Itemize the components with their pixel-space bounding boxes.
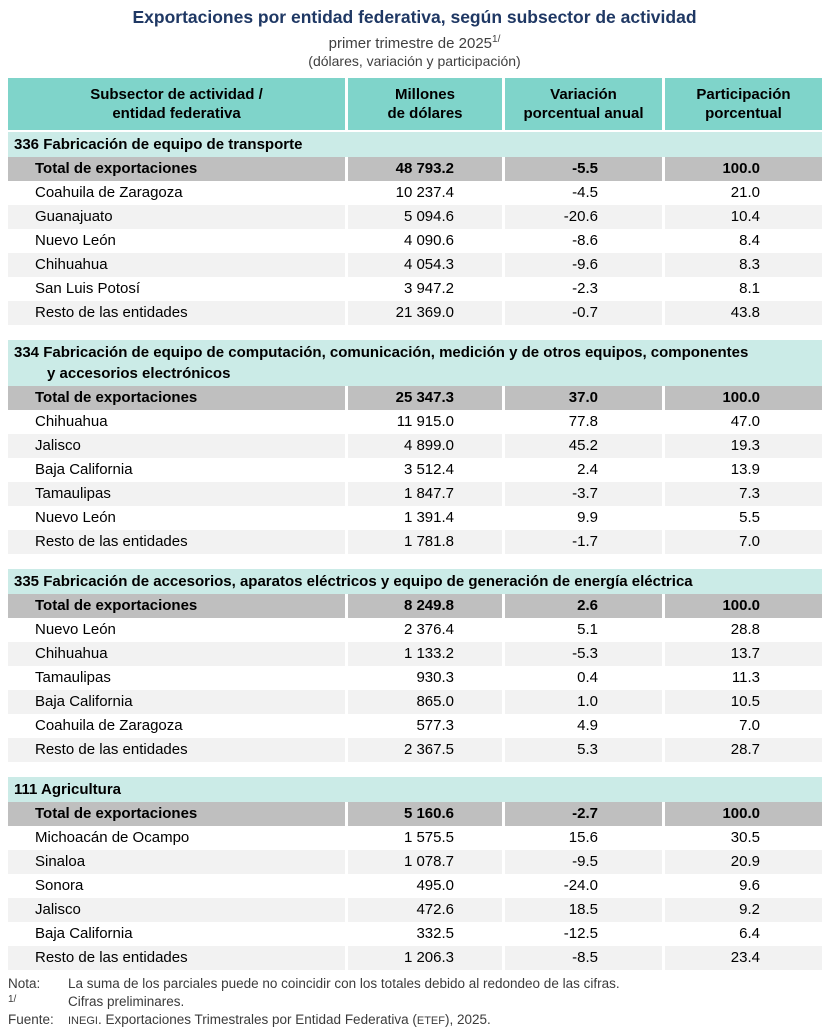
cell-share: 13.9	[662, 458, 822, 482]
cell-total-label: Total de exportaciones	[35, 160, 198, 177]
cell-variation: 1.0	[502, 690, 662, 714]
cell-variation: -1.7	[502, 530, 662, 554]
cell-variation: -2.7	[502, 802, 662, 826]
section-header: 335 Fabricación de accesorios, aparatos eléctricos y equipo de generación de energía eléctrica	[8, 569, 822, 594]
cell-variation: 9.9	[502, 506, 662, 530]
cell-millions: 3 947.2	[345, 277, 502, 301]
cell-entity: Baja California	[35, 693, 133, 710]
cell-share: 6.4	[662, 922, 822, 946]
cell-share: 8.3	[662, 253, 822, 277]
cell-millions: 472.6	[345, 898, 502, 922]
cell-variation: -9.6	[502, 253, 662, 277]
cell-entity: Resto de las entidades	[35, 304, 188, 321]
cell-share: 7.3	[662, 482, 822, 506]
cell-variation: -12.5	[502, 922, 662, 946]
table-row	[8, 181, 822, 205]
source-text	[68, 1011, 822, 1030]
cell-variation: -9.5	[502, 850, 662, 874]
cell-variation: -2.3	[502, 277, 662, 301]
cell-millions: 4 090.6	[345, 229, 502, 253]
cell-share: 28.7	[662, 738, 822, 762]
cell-entity: Sinaloa	[35, 853, 86, 870]
table-row	[8, 642, 822, 666]
page-unit-note: (dólares, variación y participación)	[308, 53, 521, 69]
section-header: 336 Fabricación de equipo de transporte	[8, 132, 822, 157]
cell-variation: 45.2	[502, 434, 662, 458]
cell-share: 8.1	[662, 277, 822, 301]
cell-variation: 0.4	[502, 666, 662, 690]
cell-entity: Baja California	[35, 925, 133, 942]
table-row	[8, 229, 822, 253]
cell-entity: Chihuahua	[35, 645, 108, 662]
section-header: 111 Agricultura	[8, 777, 822, 802]
cell-millions: 1 078.7	[345, 850, 502, 874]
subtitle-text: primer trimestre de 2025	[328, 35, 493, 52]
cell-entity: Tamaulipas	[35, 485, 111, 502]
table-row	[8, 690, 822, 714]
cell-entity: Michoacán de Ocampo	[35, 829, 190, 846]
cell-millions: 21 369.0	[345, 301, 502, 325]
cell-entity: Sonora	[35, 877, 84, 894]
cell-entity: Jalisco	[35, 901, 81, 918]
cell-share: 10.4	[662, 205, 822, 229]
table-row	[8, 946, 822, 970]
cell-entity: Tamaulipas	[35, 669, 111, 686]
table-header-row	[8, 78, 822, 130]
footnote-text: Cifras preliminares.	[68, 994, 185, 1009]
cell-variation: 37.0	[502, 386, 662, 410]
cell-millions: 5 094.6	[345, 205, 502, 229]
cell-share: 43.8	[662, 301, 822, 325]
cell-entity: Baja California	[35, 461, 133, 478]
cell-variation: 5.3	[502, 738, 662, 762]
cell-millions: 1 781.8	[345, 530, 502, 554]
total-row	[8, 386, 822, 410]
table-row	[8, 506, 822, 530]
cell-variation: 2.4	[502, 458, 662, 482]
cell-variation: -5.3	[502, 642, 662, 666]
cell-share: 28.8	[662, 618, 822, 642]
source-org: INEGI	[68, 1015, 98, 1027]
footnotes	[8, 975, 822, 1030]
section-336-transporte	[8, 132, 822, 325]
cell-variation: 18.5	[502, 898, 662, 922]
table-row	[8, 922, 822, 946]
cell-share: 19.3	[662, 434, 822, 458]
table-row	[8, 530, 822, 554]
cell-entity: San Luis Potosí	[35, 280, 141, 297]
column-header-subsector: Subsector de actividad / entidad federativa	[90, 86, 263, 122]
section-header: 334 Fabricación de equipo de computación, comunicación, medición y de otros equipos, componentes y accesorios electrónicos	[8, 340, 822, 386]
table-row	[8, 738, 822, 762]
data-table	[8, 78, 822, 970]
cell-entity: Resto de las entidades	[35, 741, 188, 758]
cell-millions: 3 512.4	[345, 458, 502, 482]
cell-share: 21.0	[662, 181, 822, 205]
cell-millions: 10 237.4	[345, 181, 502, 205]
table-row	[8, 714, 822, 738]
cell-entity: Resto de las entidades	[35, 949, 188, 966]
cell-entity: Resto de las entidades	[35, 533, 188, 550]
table-row	[8, 482, 822, 506]
cell-share: 9.2	[662, 898, 822, 922]
section-335-electricos	[8, 569, 822, 762]
cell-share: 9.6	[662, 874, 822, 898]
cell-entity: Nuevo León	[35, 621, 116, 638]
cell-share: 100.0	[662, 157, 822, 181]
cell-millions: 495.0	[345, 874, 502, 898]
table-row	[8, 434, 822, 458]
column-header-variacion: Variación porcentual anual	[502, 78, 662, 130]
cell-millions: 25 347.3	[345, 386, 502, 410]
cell-variation: -0.7	[502, 301, 662, 325]
cell-entity: Chihuahua	[35, 413, 108, 430]
cell-millions: 4 899.0	[345, 434, 502, 458]
cell-variation: -3.7	[502, 482, 662, 506]
cell-share: 5.5	[662, 506, 822, 530]
subtitle-footnote-marker: 1/	[492, 34, 501, 45]
cell-millions: 577.3	[345, 714, 502, 738]
note-text: La suma de los parciales puede no coincidir con los totales debido al redondeo de las cifras.	[68, 976, 620, 991]
cell-millions: 1 575.5	[345, 826, 502, 850]
cell-variation: -8.5	[502, 946, 662, 970]
cell-millions: 1 391.4	[345, 506, 502, 530]
cell-share: 10.5	[662, 690, 822, 714]
cell-variation: 4.9	[502, 714, 662, 738]
source-label: Fuente:	[8, 1012, 54, 1027]
cell-variation: -8.6	[502, 229, 662, 253]
cell-millions: 2 367.5	[345, 738, 502, 762]
table-row	[8, 410, 822, 434]
cell-total-label: Total de exportaciones	[35, 389, 198, 406]
cell-variation: -5.5	[502, 157, 662, 181]
page-subtitle	[0, 30, 829, 53]
total-row	[8, 157, 822, 181]
cell-share: 20.9	[662, 850, 822, 874]
section-334-computacion	[8, 340, 822, 554]
column-header-participacion: Participación porcentual	[662, 78, 822, 130]
cell-total-label: Total de exportaciones	[35, 597, 198, 614]
total-row	[8, 594, 822, 618]
cell-millions: 5 160.6	[345, 802, 502, 826]
table-row	[8, 666, 822, 690]
cell-millions: 1 206.3	[345, 946, 502, 970]
cell-entity: Guanajuato	[35, 208, 113, 225]
cell-variation: -24.0	[502, 874, 662, 898]
table-row	[8, 618, 822, 642]
cell-variation: 15.6	[502, 826, 662, 850]
cell-entity: Jalisco	[35, 437, 81, 454]
cell-variation: 5.1	[502, 618, 662, 642]
table-row	[8, 205, 822, 229]
cell-share: 47.0	[662, 410, 822, 434]
footnote-line	[8, 993, 822, 1011]
total-row	[8, 802, 822, 826]
cell-millions: 11 915.0	[345, 410, 502, 434]
cell-variation: 77.8	[502, 410, 662, 434]
cell-variation: 2.6	[502, 594, 662, 618]
cell-share: 8.4	[662, 229, 822, 253]
column-header-millones: Millones de dólares	[345, 78, 502, 130]
cell-variation: -20.6	[502, 205, 662, 229]
cell-millions: 1 133.2	[345, 642, 502, 666]
cell-share: 13.7	[662, 642, 822, 666]
cell-entity: Coahuila de Zaragoza	[35, 717, 183, 734]
cell-millions: 865.0	[345, 690, 502, 714]
table-row	[8, 277, 822, 301]
cell-entity: Coahuila de Zaragoza	[35, 184, 183, 201]
cell-entity: Nuevo León	[35, 509, 116, 526]
cell-share: 11.3	[662, 666, 822, 690]
cell-millions: 48 793.2	[345, 157, 502, 181]
note-line	[8, 975, 822, 993]
note-label: Nota:	[8, 976, 41, 991]
cell-total-label: Total de exportaciones	[35, 805, 198, 822]
cell-share: 30.5	[662, 826, 822, 850]
source-line	[8, 1011, 822, 1030]
table-row	[8, 898, 822, 922]
cell-share: 100.0	[662, 386, 822, 410]
cell-millions: 1 847.7	[345, 482, 502, 506]
cell-entity: Chihuahua	[35, 256, 108, 273]
source-acronym: ETEF	[416, 1015, 445, 1027]
cell-share: 100.0	[662, 802, 822, 826]
cell-millions: 4 054.3	[345, 253, 502, 277]
table-row	[8, 458, 822, 482]
table-row	[8, 826, 822, 850]
source-end: ), 2025.	[444, 1012, 491, 1027]
table-row	[8, 850, 822, 874]
source-middle: . Exportaciones Trimestrales por Entidad Federativa (	[97, 1012, 417, 1027]
cell-millions: 332.5	[345, 922, 502, 946]
section-111-agricultura	[8, 777, 822, 970]
cell-millions: 8 249.8	[345, 594, 502, 618]
cell-millions: 2 376.4	[345, 618, 502, 642]
footnote-marker: 1/	[8, 994, 17, 1005]
table-row	[8, 874, 822, 898]
page-title: Exportaciones por entidad federativa, según subsector de actividad	[132, 7, 697, 27]
table-row	[8, 301, 822, 325]
cell-share: 100.0	[662, 594, 822, 618]
cell-share: 7.0	[662, 714, 822, 738]
table-row	[8, 253, 822, 277]
cell-share: 7.0	[662, 530, 822, 554]
cell-variation: -4.5	[502, 181, 662, 205]
cell-millions: 930.3	[345, 666, 502, 690]
cell-share: 23.4	[662, 946, 822, 970]
cell-entity: Nuevo León	[35, 232, 116, 249]
